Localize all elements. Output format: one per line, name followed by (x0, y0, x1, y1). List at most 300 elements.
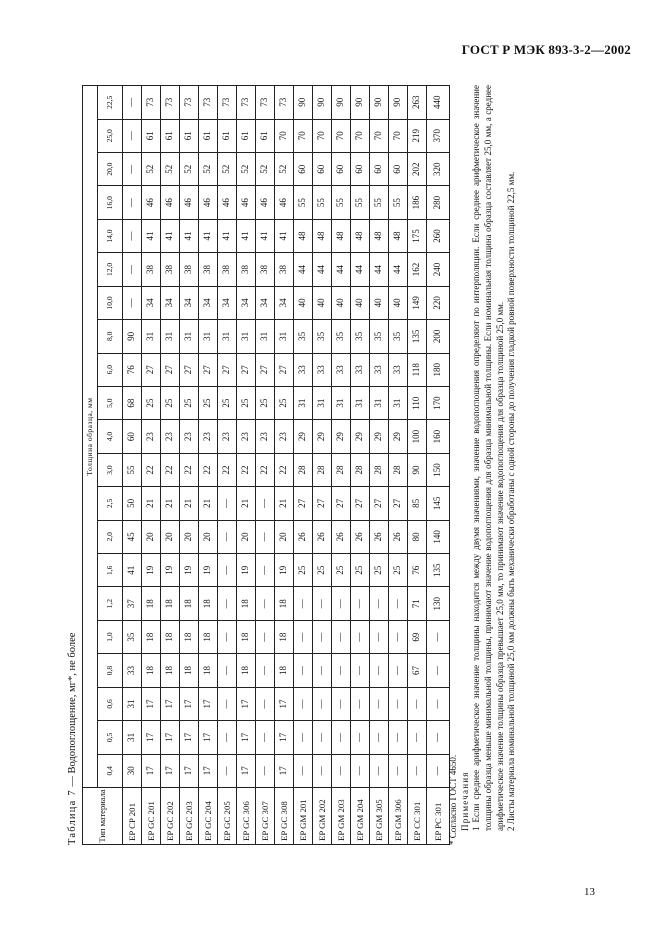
value-cell: — (313, 721, 332, 754)
value-cell: 35 (294, 320, 313, 353)
value-cell: — (256, 620, 275, 653)
value-cell: 60 (123, 420, 142, 453)
value-cell: 17 (199, 721, 218, 754)
value-cell: 27 (351, 487, 370, 520)
value-cell: 135 (427, 554, 450, 587)
value-cell: 30 (123, 754, 142, 787)
value-cell: 200 (427, 320, 450, 353)
value-cell: 50 (123, 487, 142, 520)
notes (448, 85, 518, 845)
value-cell: 60 (313, 152, 332, 185)
value-cell: 19 (161, 554, 180, 587)
value-cell: 31 (313, 386, 332, 419)
value-cell: 52 (256, 152, 275, 185)
value-cell: 17 (142, 754, 161, 787)
thickness-header-cell: 20,0 (98, 152, 123, 185)
value-cell: — (123, 119, 142, 152)
value-cell: 17 (180, 754, 199, 787)
material-type-cell: EP CP 201 (123, 788, 142, 845)
value-cell: 31 (199, 320, 218, 353)
value-cell: 35 (370, 320, 389, 353)
table-caption-text: — Водопоглощение, мг*, не более (67, 632, 78, 790)
value-cell: 25 (199, 386, 218, 419)
value-cell: 90 (332, 86, 351, 120)
value-cell: 25 (142, 386, 161, 419)
value-cell: 22 (275, 453, 294, 486)
value-cell: 17 (237, 721, 256, 754)
value-cell: 34 (218, 286, 237, 319)
value-cell: — (389, 587, 408, 620)
value-cell: 18 (180, 654, 199, 687)
value-cell: 38 (161, 253, 180, 286)
value-cell: 17 (142, 687, 161, 720)
value-cell: 61 (142, 119, 161, 152)
value-cell: 31 (180, 320, 199, 353)
value-cell: 31 (389, 386, 408, 419)
value-cell: 60 (370, 152, 389, 185)
value-cell: 34 (275, 286, 294, 319)
value-cell: 20 (199, 520, 218, 553)
value-cell: 31 (275, 320, 294, 353)
thickness-header-cell: 5,0 (98, 386, 123, 419)
thickness-header-cell: 0,4 (98, 754, 123, 787)
thickness-header-cell: 2,5 (98, 487, 123, 520)
value-cell: 44 (389, 253, 408, 286)
value-cell: — (294, 654, 313, 687)
value-cell: 33 (313, 353, 332, 386)
value-cell: 25 (294, 554, 313, 587)
value-cell: 202 (408, 152, 427, 185)
value-cell: 76 (408, 554, 427, 587)
value-cell: 29 (294, 420, 313, 453)
value-cell: 31 (294, 386, 313, 419)
value-cell: 73 (199, 86, 218, 120)
value-cell: 73 (142, 86, 161, 120)
table-row (427, 86, 450, 845)
value-cell: 35 (313, 320, 332, 353)
value-cell: 52 (142, 152, 161, 185)
value-cell: 25 (256, 386, 275, 419)
value-cell: 25 (332, 554, 351, 587)
value-cell: 73 (218, 86, 237, 120)
value-cell: 90 (123, 320, 142, 353)
value-cell: 180 (427, 353, 450, 386)
footnote: * Согласно ГОСТ 4650. (448, 754, 458, 845)
value-cell: — (351, 654, 370, 687)
value-cell: — (351, 754, 370, 787)
value-cell: 18 (199, 620, 218, 653)
value-cell: 18 (161, 654, 180, 687)
value-cell: 44 (332, 253, 351, 286)
value-cell: 28 (351, 453, 370, 486)
value-cell: 31 (161, 320, 180, 353)
value-cell: — (370, 687, 389, 720)
value-cell: 55 (370, 186, 389, 219)
value-cell: 38 (180, 253, 199, 286)
value-cell: 55 (294, 186, 313, 219)
value-cell: 260 (427, 219, 450, 252)
table-caption-label: Таблица 7 (67, 789, 78, 845)
value-cell: 27 (313, 487, 332, 520)
value-cell: — (351, 587, 370, 620)
value-cell: 18 (237, 654, 256, 687)
value-cell: 160 (427, 420, 450, 453)
value-cell: — (332, 754, 351, 787)
value-cell: 61 (199, 119, 218, 152)
value-cell: 150 (427, 453, 450, 486)
table-row (256, 86, 275, 845)
value-cell: 34 (199, 286, 218, 319)
value-cell: 40 (332, 286, 351, 319)
value-cell: 27 (294, 487, 313, 520)
value-cell: 18 (199, 587, 218, 620)
material-type-cell: EP GC 201 (142, 788, 161, 845)
material-type-cell: EP GC 202 (161, 788, 180, 845)
value-cell: 18 (199, 654, 218, 687)
value-cell: 35 (123, 620, 142, 653)
thickness-group-header: Толщина образца, мм (83, 86, 98, 788)
value-cell: 22 (256, 453, 275, 486)
value-cell: 29 (313, 420, 332, 453)
value-cell: 17 (180, 687, 199, 720)
value-cell: 46 (199, 186, 218, 219)
value-cell: 41 (142, 219, 161, 252)
value-cell: — (313, 620, 332, 653)
value-cell: 23 (199, 420, 218, 453)
value-cell: 186 (408, 186, 427, 219)
value-cell: 68 (123, 386, 142, 419)
value-cell: 52 (237, 152, 256, 185)
value-cell: 21 (161, 487, 180, 520)
value-cell: 85 (408, 487, 427, 520)
value-cell: 33 (294, 353, 313, 386)
value-cell: — (427, 721, 450, 754)
material-type-cell: EP GC 306 (237, 788, 256, 845)
value-cell: 26 (313, 520, 332, 553)
table-row (161, 86, 180, 845)
thickness-header-cell: 1,2 (98, 587, 123, 620)
value-cell: 33 (370, 353, 389, 386)
value-cell: 100 (408, 420, 427, 453)
value-cell: 21 (142, 487, 161, 520)
document-header: ГОСТ Р МЭК 893-3-2—2002 (461, 42, 631, 57)
value-cell: 44 (294, 253, 313, 286)
value-cell: 48 (370, 219, 389, 252)
value-cell: 70 (313, 119, 332, 152)
material-type-cell: EP PC 301 (427, 788, 450, 845)
value-cell: 61 (218, 119, 237, 152)
note-1: 1 Если среднее арифметическое значение толщины находится между двумя значениями, значение водопоглощения определяют по интерполяции. Если среднее арифметическое значение толщины образца меньше минимальной толщины, принимают значение водопоглощения для образца минимальной толщины. Если номинальная толщина образца составляет 25,0 мм, а среднее арифметическое значение толщины образца превышает 25,0 мм, то принимают значение водопоглощения для образца толщиной 25,0 мм. (471, 85, 505, 831)
value-cell: 38 (218, 253, 237, 286)
material-type-cell: EP GM 203 (332, 788, 351, 845)
value-cell: — (218, 654, 237, 687)
value-cell: 41 (199, 219, 218, 252)
value-cell: 73 (237, 86, 256, 120)
thickness-header-cell: 12,0 (98, 253, 123, 286)
value-cell: 90 (408, 453, 427, 486)
value-cell: 41 (180, 219, 199, 252)
value-cell: 34 (180, 286, 199, 319)
value-cell: 118 (408, 353, 427, 386)
value-cell: — (370, 654, 389, 687)
value-cell: 17 (199, 687, 218, 720)
value-cell: 70 (332, 119, 351, 152)
value-cell: 17 (180, 721, 199, 754)
value-cell: 17 (161, 687, 180, 720)
value-cell: 70 (294, 119, 313, 152)
value-cell: — (389, 654, 408, 687)
value-cell: — (332, 620, 351, 653)
material-type-cell: EP GM 201 (294, 788, 313, 845)
value-cell: 23 (142, 420, 161, 453)
value-cell: 46 (275, 186, 294, 219)
value-cell: 18 (161, 587, 180, 620)
value-cell: — (294, 587, 313, 620)
value-cell: 29 (351, 420, 370, 453)
value-cell: 18 (180, 587, 199, 620)
value-cell: — (256, 520, 275, 553)
value-cell: 17 (199, 754, 218, 787)
table-row (370, 86, 389, 845)
value-cell: 18 (275, 654, 294, 687)
table-body (123, 86, 450, 845)
value-cell: 19 (237, 554, 256, 587)
value-cell: 73 (275, 86, 294, 120)
value-cell: 31 (256, 320, 275, 353)
value-cell: 90 (389, 86, 408, 120)
thickness-header-cell: 4,0 (98, 420, 123, 453)
value-cell: 70 (275, 119, 294, 152)
value-cell: 41 (218, 219, 237, 252)
value-cell: 34 (237, 286, 256, 319)
value-cell: 55 (389, 186, 408, 219)
value-cell: 60 (294, 152, 313, 185)
table-row (275, 86, 294, 845)
rotated-content (66, 85, 606, 845)
value-cell: 17 (275, 721, 294, 754)
value-cell: — (351, 721, 370, 754)
value-cell: 162 (408, 253, 427, 286)
value-cell: 23 (256, 420, 275, 453)
value-cell: — (218, 754, 237, 787)
value-cell: 45 (123, 520, 142, 553)
value-cell: 34 (256, 286, 275, 319)
value-cell: 90 (313, 86, 332, 120)
value-cell: 27 (199, 353, 218, 386)
value-cell: 17 (161, 721, 180, 754)
value-cell: 25 (370, 554, 389, 587)
value-cell: 61 (237, 119, 256, 152)
value-cell: — (332, 654, 351, 687)
thickness-header-cell: 16,0 (98, 186, 123, 219)
value-cell: 17 (161, 754, 180, 787)
value-cell: 70 (351, 119, 370, 152)
material-type-cell: EP GM 202 (313, 788, 332, 845)
value-cell: 61 (180, 119, 199, 152)
value-cell: 67 (408, 654, 427, 687)
value-cell: 22 (199, 453, 218, 486)
value-cell: 18 (275, 587, 294, 620)
value-cell: — (123, 253, 142, 286)
value-cell: 73 (161, 86, 180, 120)
value-cell: 60 (389, 152, 408, 185)
thickness-header-cell: 0,8 (98, 654, 123, 687)
value-cell: 31 (332, 386, 351, 419)
value-cell: 52 (161, 152, 180, 185)
table-row (389, 86, 408, 845)
value-cell: — (427, 687, 450, 720)
water-absorption-table (82, 85, 450, 845)
value-cell: 20 (161, 520, 180, 553)
value-cell: 370 (427, 119, 450, 152)
value-cell: 18 (237, 620, 256, 653)
value-cell: — (218, 587, 237, 620)
value-cell: 23 (218, 420, 237, 453)
value-cell: 18 (142, 654, 161, 687)
value-cell: 31 (237, 320, 256, 353)
material-type-cell: EP GC 308 (275, 788, 294, 845)
value-cell: 90 (294, 86, 313, 120)
value-cell: 18 (180, 620, 199, 653)
value-cell: — (370, 620, 389, 653)
value-cell: — (332, 721, 351, 754)
value-cell: 27 (370, 487, 389, 520)
value-cell: — (294, 687, 313, 720)
value-cell: 38 (256, 253, 275, 286)
value-cell: 28 (313, 453, 332, 486)
type-header: Тип материала (83, 788, 123, 845)
page-number: 13 (584, 886, 595, 898)
value-cell: 46 (180, 186, 199, 219)
material-type-cell: EP GM 305 (370, 788, 389, 845)
value-cell: 20 (142, 520, 161, 553)
value-cell: — (123, 86, 142, 120)
value-cell: — (256, 654, 275, 687)
value-cell: 220 (427, 286, 450, 319)
value-cell: — (408, 687, 427, 720)
value-cell: 219 (408, 119, 427, 152)
value-cell: 149 (408, 286, 427, 319)
value-cell: — (256, 754, 275, 787)
value-cell: — (218, 487, 237, 520)
thickness-header-row (98, 86, 123, 845)
material-type-cell: EP GC 307 (256, 788, 275, 845)
value-cell: — (332, 687, 351, 720)
value-cell: 22 (237, 453, 256, 486)
value-cell: 44 (351, 253, 370, 286)
value-cell: 23 (180, 420, 199, 453)
note-2: 2 Листы материала номинальной толщиной 25,0 мм должны быть механически обработаны с одной стороны до получения гладкой ровной поверхности толщиной 22,5 мм. (506, 171, 517, 831)
value-cell: 27 (389, 487, 408, 520)
value-cell: 23 (237, 420, 256, 453)
value-cell: 140 (427, 520, 450, 553)
value-cell: 27 (275, 353, 294, 386)
value-cell: 135 (408, 320, 427, 353)
value-cell: — (389, 721, 408, 754)
value-cell: 41 (275, 219, 294, 252)
value-cell: — (332, 587, 351, 620)
value-cell: 90 (370, 86, 389, 120)
value-cell: — (427, 754, 450, 787)
table-row (313, 86, 332, 845)
value-cell: 25 (237, 386, 256, 419)
table-row (237, 86, 256, 845)
value-cell: — (123, 152, 142, 185)
value-cell: 18 (161, 620, 180, 653)
value-cell: — (370, 721, 389, 754)
value-cell: 21 (275, 487, 294, 520)
value-cell: 52 (199, 152, 218, 185)
table-row (351, 86, 370, 845)
value-cell: 27 (180, 353, 199, 386)
value-cell: — (294, 721, 313, 754)
value-cell: — (351, 620, 370, 653)
value-cell: 27 (256, 353, 275, 386)
value-cell: 46 (161, 186, 180, 219)
value-cell: — (370, 754, 389, 787)
value-cell: 31 (218, 320, 237, 353)
value-cell: 31 (370, 386, 389, 419)
value-cell: 48 (313, 219, 332, 252)
value-cell: 170 (427, 386, 450, 419)
value-cell: — (256, 554, 275, 587)
thickness-header-cell: 8,0 (98, 320, 123, 353)
value-cell: 20 (275, 520, 294, 553)
value-cell: — (351, 687, 370, 720)
value-cell: — (218, 520, 237, 553)
value-cell: 17 (237, 687, 256, 720)
value-cell: 17 (237, 754, 256, 787)
value-cell: 55 (313, 186, 332, 219)
value-cell: — (313, 654, 332, 687)
value-cell: — (313, 754, 332, 787)
value-cell: 38 (142, 253, 161, 286)
value-cell: 41 (161, 219, 180, 252)
value-cell: 38 (275, 253, 294, 286)
value-cell: 35 (351, 320, 370, 353)
value-cell: 40 (294, 286, 313, 319)
value-cell: 60 (351, 152, 370, 185)
value-cell: 52 (275, 152, 294, 185)
value-cell: 28 (294, 453, 313, 486)
value-cell: 40 (370, 286, 389, 319)
value-cell: 240 (427, 253, 450, 286)
value-cell: 31 (123, 687, 142, 720)
value-cell: 19 (275, 554, 294, 587)
value-cell: 80 (408, 520, 427, 553)
value-cell: 21 (199, 487, 218, 520)
thickness-header-cell: 1,0 (98, 620, 123, 653)
value-cell: 18 (275, 620, 294, 653)
value-cell: 263 (408, 86, 427, 120)
value-cell: 25 (275, 386, 294, 419)
table-row (123, 86, 142, 845)
value-cell: 17 (275, 687, 294, 720)
value-cell: 21 (180, 487, 199, 520)
value-cell: 35 (332, 320, 351, 353)
value-cell: — (370, 587, 389, 620)
value-cell: 23 (275, 420, 294, 453)
value-cell: 17 (142, 721, 161, 754)
value-cell: 55 (123, 453, 142, 486)
table-row (142, 86, 161, 845)
value-cell: 28 (332, 453, 351, 486)
value-cell: 41 (123, 554, 142, 587)
value-cell: 38 (199, 253, 218, 286)
value-cell: — (218, 687, 237, 720)
value-cell: 25 (161, 386, 180, 419)
value-cell: 19 (199, 554, 218, 587)
